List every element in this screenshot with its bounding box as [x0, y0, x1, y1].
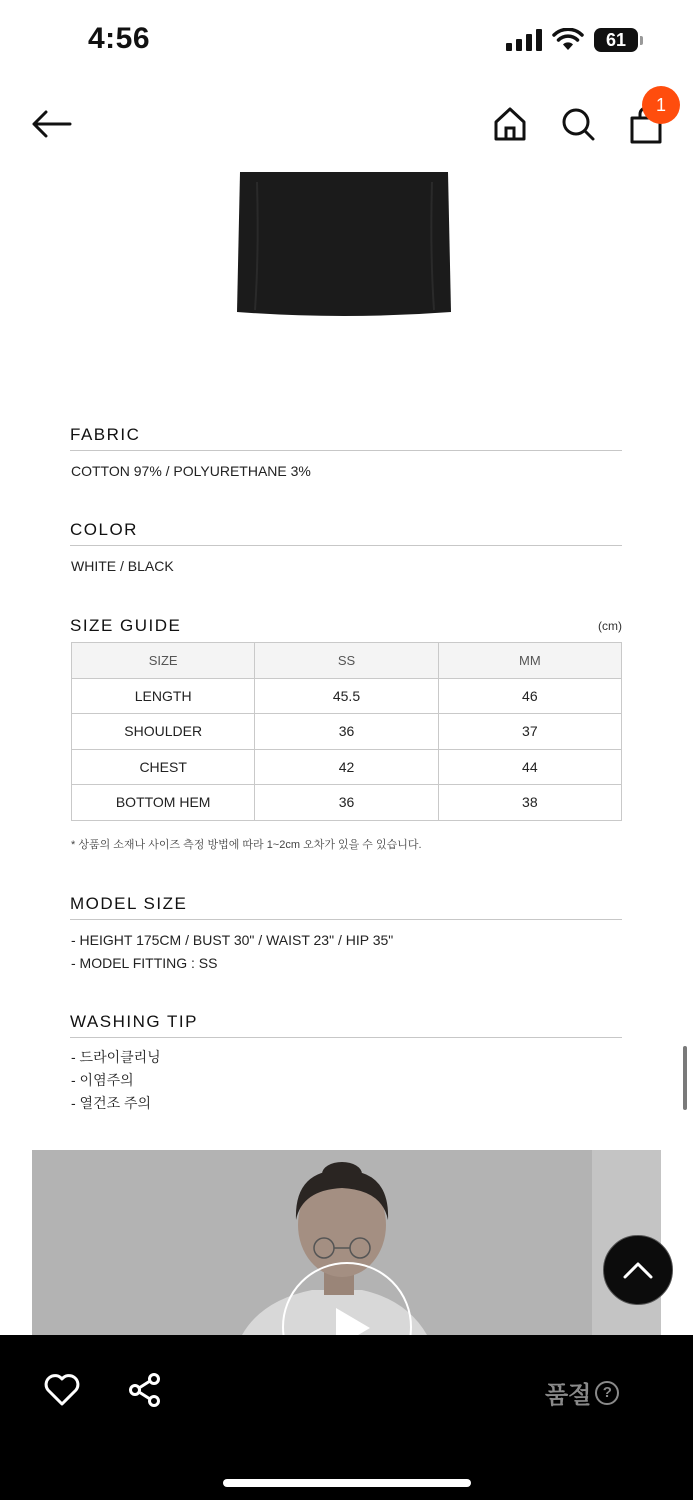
back-arrow-icon[interactable] — [30, 106, 72, 142]
table-cell: 36 — [255, 714, 438, 750]
washing-tip-line: - 열건조 주의 — [71, 1095, 152, 1111]
home-indicator — [223, 1479, 471, 1487]
soldout-status — [545, 1375, 619, 1410]
table-cell: 37 — [438, 714, 621, 750]
model-size-line: - MODEL FITTING : SS — [71, 955, 218, 971]
search-icon[interactable] — [560, 106, 596, 142]
table-cell: 38 — [438, 785, 621, 821]
cart-count-badge[interactable]: 1 — [642, 86, 680, 124]
header-nav — [0, 90, 693, 160]
battery-level: 61 — [594, 28, 638, 52]
product-video[interactable] — [32, 1150, 661, 1335]
soldout-label: 품절 — [545, 1382, 592, 1409]
table-cell: CHEST — [72, 749, 255, 785]
signal-icon — [506, 29, 542, 51]
heart-icon[interactable] — [44, 1373, 80, 1407]
table-cell: 42 — [255, 749, 438, 785]
washing-tip-line: - 드라이클리닝 — [71, 1049, 161, 1065]
fabric-title: FABRIC — [70, 425, 141, 444]
product-image — [237, 172, 451, 319]
share-icon[interactable] — [128, 1373, 162, 1407]
table-header-cell: SS — [255, 643, 438, 679]
table-cell: LENGTH — [72, 678, 255, 714]
washing-tip-divider — [70, 1037, 622, 1038]
status-bar — [0, 0, 693, 80]
scroll-to-top-button[interactable] — [603, 1235, 673, 1305]
color-title: COLOR — [70, 520, 138, 539]
table-cell: 36 — [255, 785, 438, 821]
table-cell: BOTTOM HEM — [72, 785, 255, 821]
table-header-cell: SIZE — [72, 643, 255, 679]
chevron-up-icon — [623, 1261, 653, 1279]
table-header-row — [72, 643, 622, 679]
washing-tip-title: WASHING TIP — [70, 1012, 198, 1031]
table-row — [72, 749, 622, 785]
size-guide-table — [71, 642, 622, 821]
battery-icon — [594, 28, 643, 52]
model-size-divider — [70, 919, 622, 920]
table-cell: 44 — [438, 749, 621, 785]
table-row — [72, 785, 622, 821]
bottom-action-bar — [0, 1335, 693, 1500]
color-divider — [70, 545, 622, 546]
model-size-title: MODEL SIZE — [70, 894, 188, 913]
scrollbar[interactable] — [683, 1046, 687, 1110]
wifi-icon — [552, 28, 584, 52]
washing-tip-line: - 이염주의 — [71, 1072, 134, 1088]
play-icon — [336, 1308, 370, 1335]
size-note: * 상품의 소재나 사이즈 측정 방법에 따라 1~2cm 오차가 있을 수 있습니다. — [71, 839, 422, 851]
fabric-divider — [70, 450, 622, 451]
size-unit-label: (cm) — [598, 619, 622, 633]
fabric-text: COTTON 97% / POLYURETHANE 3% — [71, 463, 311, 479]
size-guide-title: SIZE GUIDE — [70, 616, 182, 635]
table-cell: 46 — [438, 678, 621, 714]
help-icon[interactable]: ? — [595, 1381, 619, 1405]
table-header-cell: MM — [438, 643, 621, 679]
table-row — [72, 714, 622, 750]
table-cell: SHOULDER — [72, 714, 255, 750]
table-cell: 45.5 — [255, 678, 438, 714]
home-icon[interactable] — [492, 106, 528, 142]
status-time: 4:56 — [88, 22, 151, 55]
color-text: WHITE / BLACK — [71, 558, 174, 574]
model-size-line: - HEIGHT 175CM / BUST 30" / WAIST 23" / HIP 35" — [71, 932, 394, 948]
table-row — [72, 678, 622, 714]
status-icons — [506, 28, 643, 52]
